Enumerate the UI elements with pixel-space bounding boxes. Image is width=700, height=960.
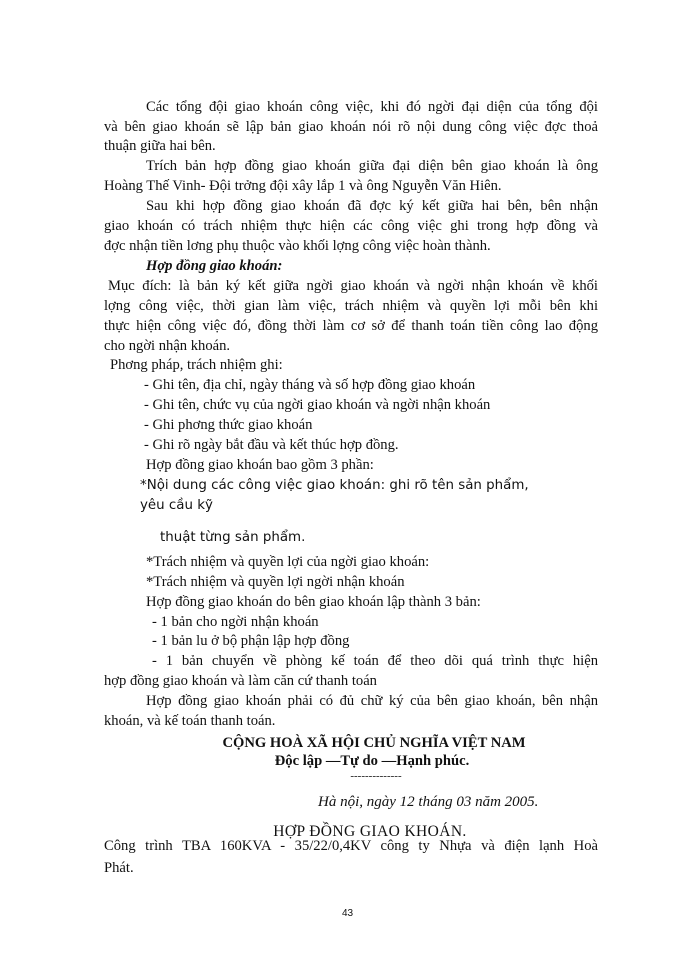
list-item: - 1 bản cho ngời nhận khoán xyxy=(152,614,319,630)
paragraph-line: và bên giao khoán sẽ lập bản giao khoán nói rõ nội dung công việc đợc thoả xyxy=(104,119,598,135)
list-item: hợp đồng giao khoán và làm căn cứ thanh toán xyxy=(104,673,377,689)
paragraph-line: lợng công việc, thời gian làm việc, trách nhiệm và quyền lợi mỗi bên khi xyxy=(104,298,598,314)
list-item: - 1 bản lu ở bộ phận lập hợp đồng xyxy=(152,633,350,649)
list-item: thuật từng sản phẩm. xyxy=(160,530,306,545)
nation-heading: CỘNG HOÀ XÃ HỘI CHỦ NGHĨA VIỆT NAM xyxy=(222,735,526,751)
paragraph-line: cho ngời nhận khoán. xyxy=(104,338,231,354)
paragraph-line: giao khoán có trách nhiệm thực hiện các công việc ghi trong hợp đồng và xyxy=(104,218,598,234)
paragraph-line: Các tổng đội giao khoán công việc, khi đó ngời đại diện của tổng đội xyxy=(146,99,598,115)
section-heading: Hợp đồng giao khoán: xyxy=(146,258,283,274)
divider: -------------- xyxy=(350,770,402,782)
paragraph-line: Sau khi hợp đồng giao khoán đã đợc ký kết giữa hai bên, bên nhận xyxy=(146,198,598,214)
paragraph-line: thực hiện công việc đó, đồng thời làm cơ sở để thanh toán tiền công lao động xyxy=(104,318,598,334)
list-item: - Ghi phơng thức giao khoán xyxy=(144,417,313,433)
list-item: *Trách nhiệm và quyền lợi của ngời giao khoán: xyxy=(146,554,430,570)
list-item: - Ghi tên, chức vụ của ngời giao khoán và ngời nhận khoán xyxy=(144,397,491,413)
list-item: *Nội dung các công việc giao khoán: ghi rõ tên sản phẩm, xyxy=(140,478,529,493)
page-number: 43 xyxy=(342,908,354,919)
paragraph-line: Trích bản hợp đồng giao khoán giữa đại diện bên giao khoán là ông xyxy=(146,158,598,174)
list-item: - 1 bản chuyển về phòng kế toán để theo dõi quá trình thực hiện xyxy=(152,653,598,669)
paragraph-line: Hoàng Thế Vinh- Đội trởng đội xây lắp 1 và ông Nguyễn Văn Hiên. xyxy=(104,178,502,194)
date-line: Hà nội, ngày 12 tháng 03 năm 2005. xyxy=(318,794,539,810)
project-line: Phát. xyxy=(104,860,134,876)
paragraph-line: Hợp đồng giao khoán do bên giao khoán lập thành 3 bản: xyxy=(146,594,481,610)
paragraph-line: Hợp đồng giao khoán bao gồm 3 phần: xyxy=(146,457,374,473)
paragraph-line: thuận giữa hai bên. xyxy=(104,138,216,154)
list-item: - Ghi tên, địa chỉ, ngày tháng và số hợp đồng giao khoán xyxy=(144,377,476,393)
list-item: yêu cầu kỹ xyxy=(140,498,213,513)
paragraph-line: đợc nhận tiền lơng phụ thuộc vào khối lợng công việc hoàn thành. xyxy=(104,238,491,254)
paragraph-line: khoán, và kế toán thanh toán. xyxy=(104,713,276,729)
paragraph-line: Mục đích: là bản ký kết giữa ngời giao khoán và ngời nhận khoán về khối xyxy=(108,278,598,294)
list-item: *Trách nhiệm và quyền lợi ngời nhận khoán xyxy=(146,574,405,590)
motto: Độc lập —Tự do —Hạnh phúc. xyxy=(274,753,470,769)
project-line: Công trình TBA 160KVA - 35/22/0,4KV công ty Nhựa và điện lạnh Hoà xyxy=(104,838,598,854)
paragraph-line: Phơng pháp, trách nhiệm ghi: xyxy=(110,357,283,373)
document-title: HỢP ĐỒNG GIAO KHOÁN. xyxy=(273,823,467,840)
list-item: - Ghi rõ ngày bắt đầu và kết thúc hợp đồng. xyxy=(144,437,399,453)
paragraph-line: Hợp đồng giao khoán phải có đủ chữ ký của bên giao khoán, bên nhận xyxy=(146,693,598,709)
